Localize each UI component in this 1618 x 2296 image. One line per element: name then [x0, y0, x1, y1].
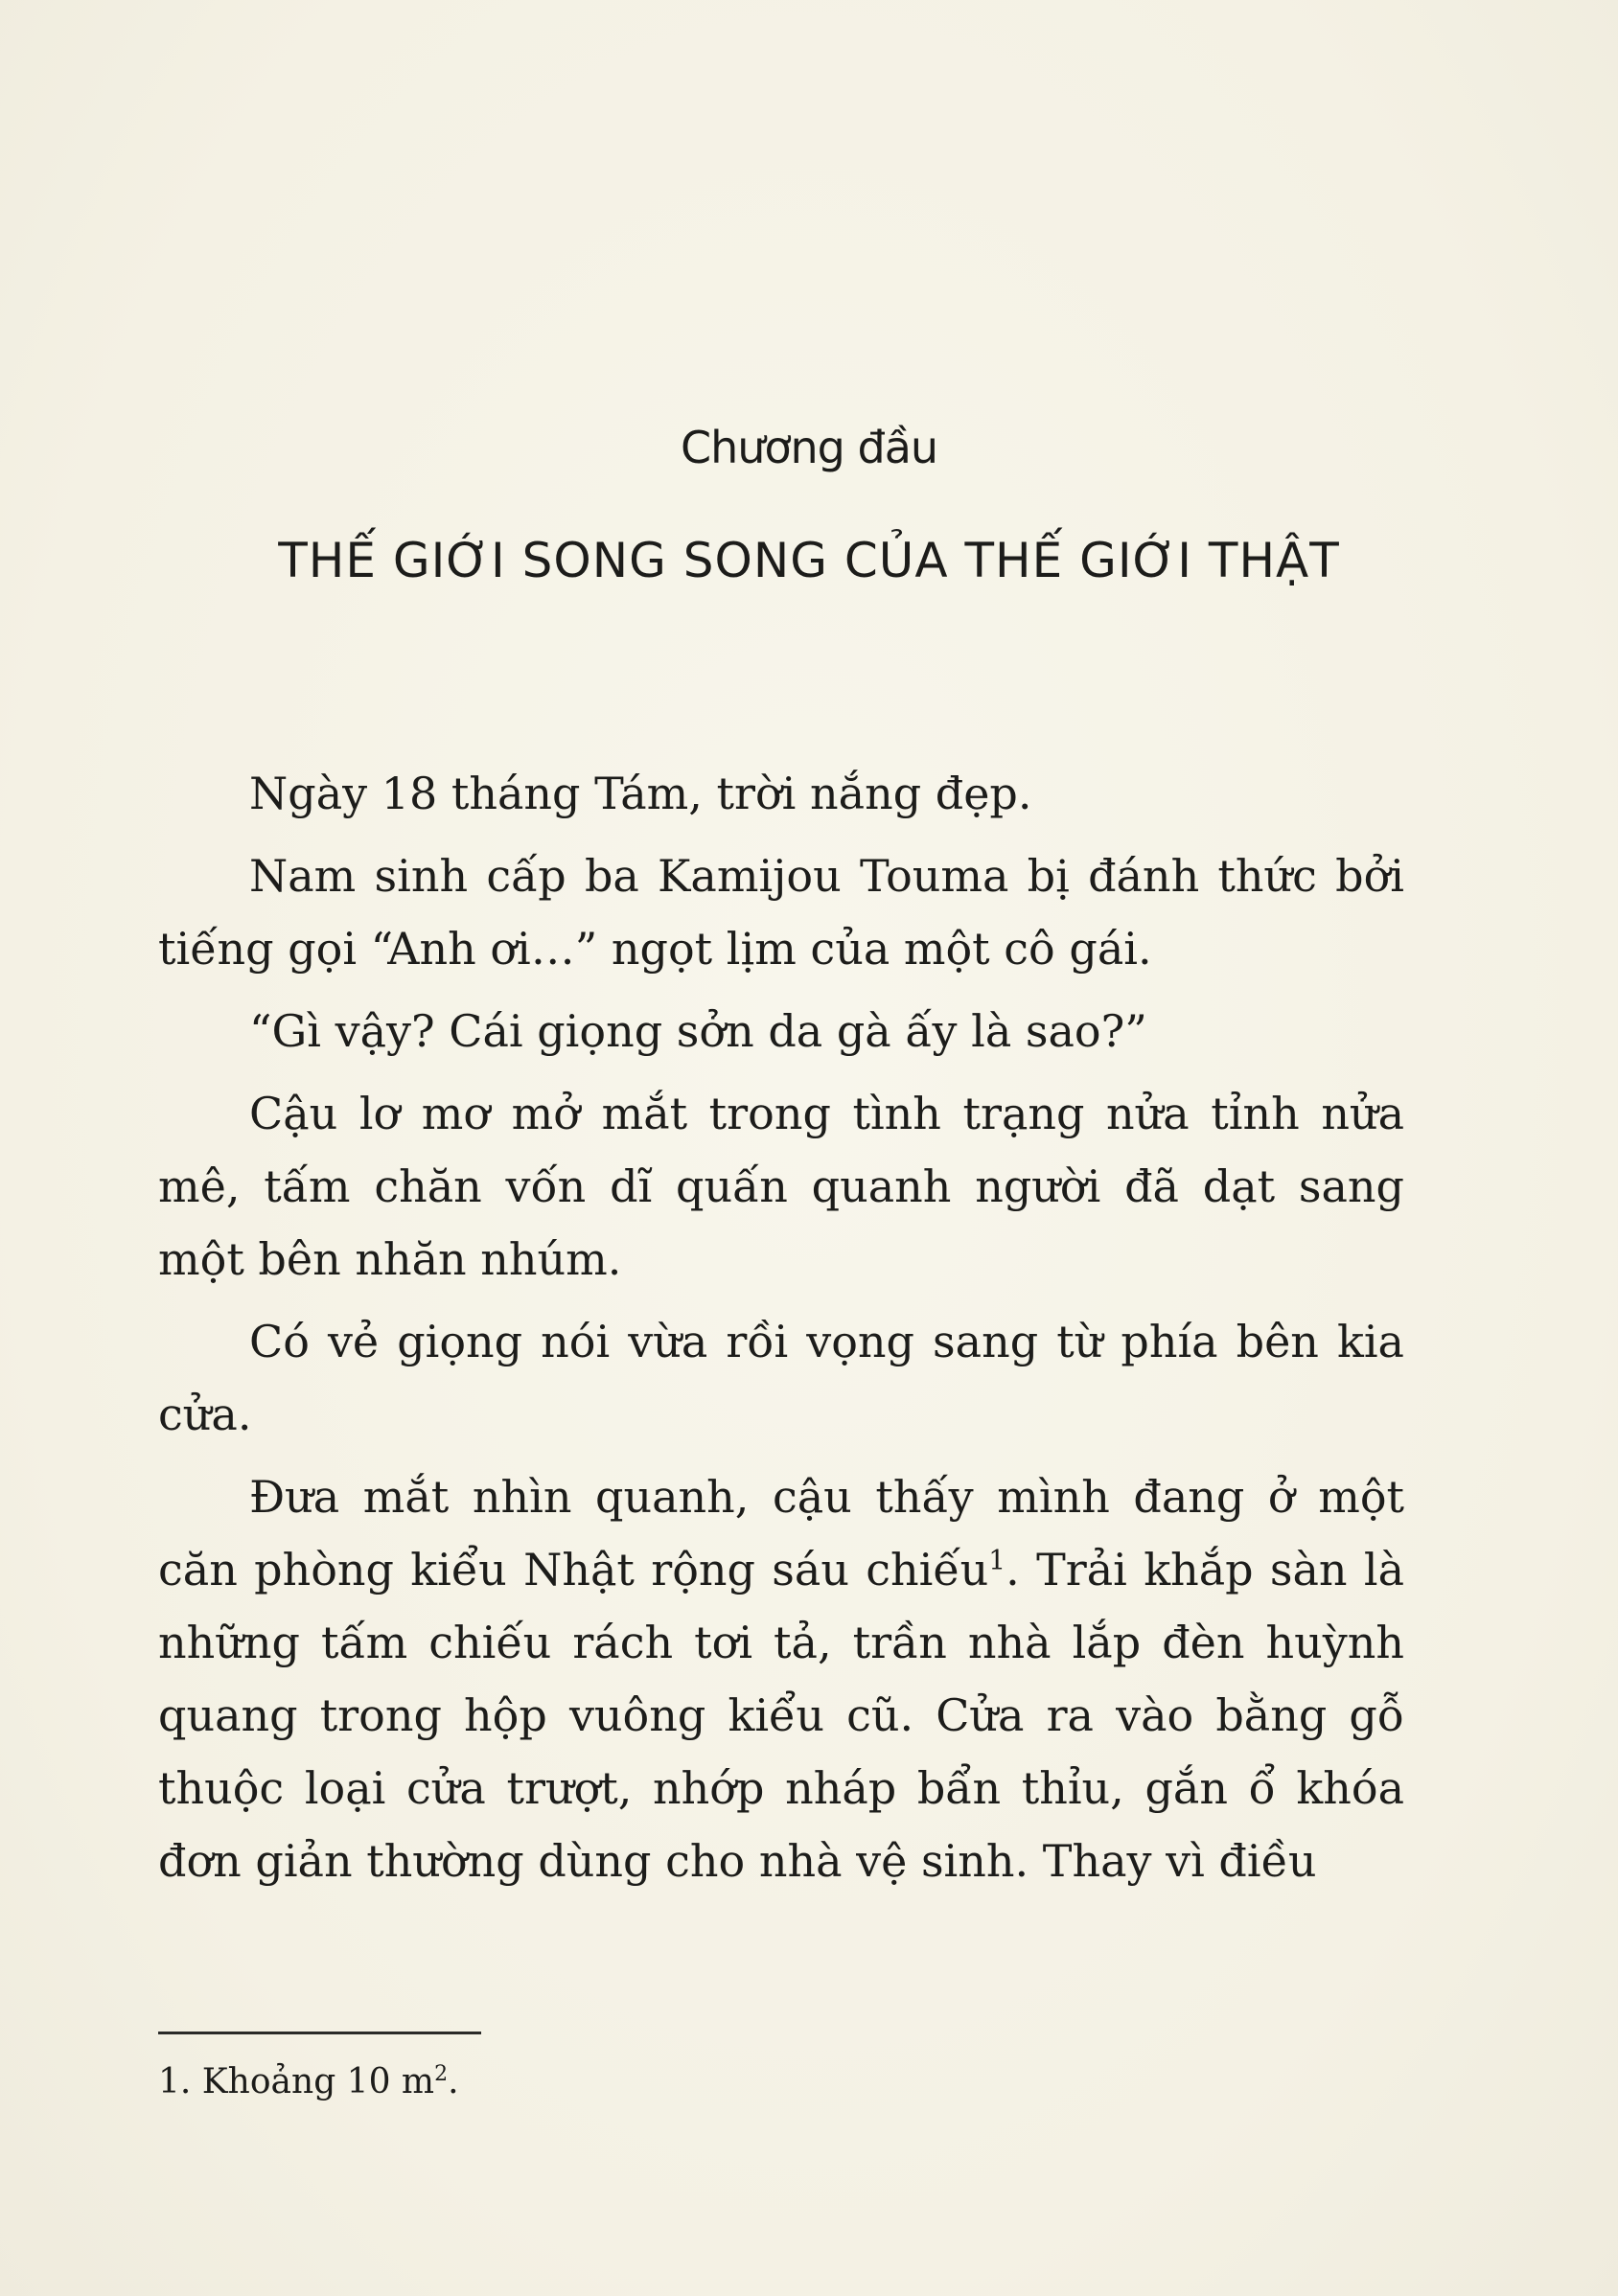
chapter-title: THẾ GIỚI SONG SONG CỦA THẾ GIỚI THẬT [278, 533, 1340, 588]
paragraph-6 [158, 1460, 1404, 1897]
footnote-superscript: 2 [434, 2062, 449, 2086]
paragraph-6-text-before: Đưa mắt nhìn quanh, cậu thấy mình đang ở một căn phòng kiểu Nhật rộng sáu chiếu [158, 1471, 1404, 1596]
body-text [158, 757, 1404, 1907]
paragraph-3: “Gì vậy? Cái giọng sởn da gà ấy là sao?” [249, 1005, 1147, 1057]
footnote-end: . [448, 2062, 459, 2101]
footnote-text: 1. Khoảng 10 m [158, 2062, 435, 2101]
footnote-reference: 1 [988, 1544, 1006, 1576]
paragraph-6-text-after: . Trải khắp sàn là những tấm chiếu rách tơi tả, trần nhà lắp đèn huỳnh quang trong hộp vuông kiểu cũ. Cửa ra vào bằng gỗ thuộc loại cửa trượt, nhớp nháp bẩn thỉu, gắn ổ khóa đơn giản thường dùng cho nhà vệ sinh. Thay vì điều [158, 1544, 1404, 1887]
paragraph-1: Ngày 18 tháng Tám, trời nắng đẹp. [249, 768, 1032, 819]
footnote-divider [158, 2032, 481, 2034]
chapter-label: Chương đầu [680, 422, 938, 473]
footnote [158, 2058, 459, 2106]
paragraph-5: Có vẻ giọng nói vừa rồi vọng sang từ phía bên kia cửa. [158, 1316, 1404, 1440]
paragraph-4: Cậu lơ mơ mở mắt trong tình trạng nửa tỉnh nửa mê, tấm chăn vốn dĩ quấn quanh người đã dạt sang một bên nhăn nhúm. [158, 1088, 1404, 1285]
paragraph-2: Nam sinh cấp ba Kamijou Touma bị đánh thức bởi tiếng gọi “Anh ơi…” ngọt lịm của một cô gái. [158, 850, 1404, 975]
